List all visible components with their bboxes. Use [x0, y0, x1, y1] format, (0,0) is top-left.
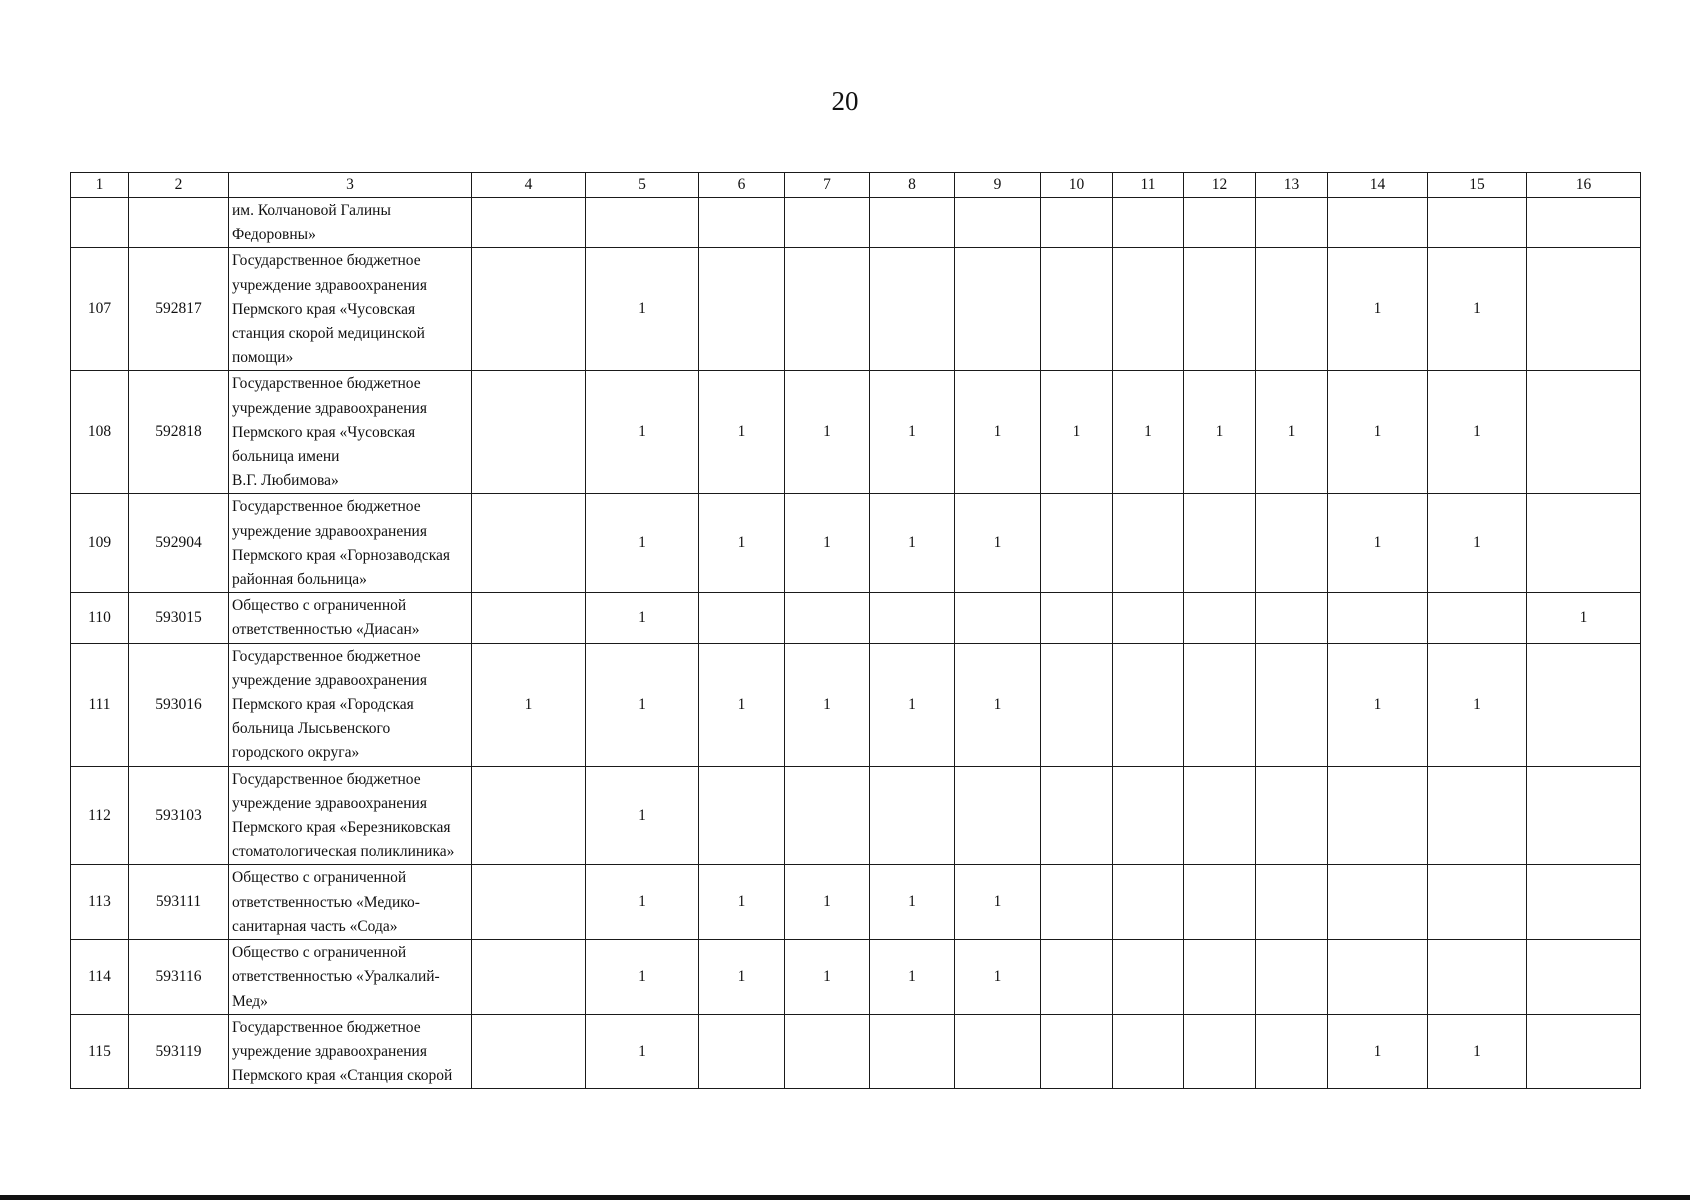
value-cell-col-9	[955, 766, 1041, 865]
value-cell-col-12	[1184, 766, 1256, 865]
value-cell-col-15: 1	[1428, 494, 1527, 593]
value-cell-col-9: 1	[955, 371, 1041, 494]
header-row	[71, 173, 1641, 198]
organization-name-line: санитарная часть «Сода»	[232, 917, 398, 935]
value-cell-col-7	[785, 593, 870, 643]
organization-name	[229, 593, 472, 643]
value-cell-col-16	[1527, 494, 1641, 593]
value-cell-col-7: 1	[785, 940, 870, 1015]
value-cell-col-10	[1041, 198, 1113, 248]
value-cell-col-13	[1256, 198, 1328, 248]
value-cell-col-11	[1113, 1014, 1184, 1089]
value-cell-col-10	[1041, 865, 1113, 940]
value-cell-col-6: 1	[699, 643, 785, 766]
value-cell-col-4: 1	[472, 643, 586, 766]
row-number: 111	[71, 643, 129, 766]
table-row	[71, 1014, 1641, 1089]
organization-name-line: им. Колчановой Галины	[232, 202, 391, 219]
value-cell-col-14	[1328, 198, 1428, 248]
value-cell-col-4	[472, 248, 586, 371]
organization-name-line: Пермского края «Чусовская	[232, 423, 416, 441]
value-cell-col-5	[586, 198, 699, 248]
value-cell-col-6	[699, 198, 785, 248]
value-cell-col-6: 1	[699, 371, 785, 494]
value-cell-col-11	[1113, 865, 1184, 940]
value-cell-col-15	[1428, 865, 1527, 940]
value-cell-col-12	[1184, 643, 1256, 766]
value-cell-col-16	[1527, 766, 1641, 865]
value-cell-col-6	[699, 248, 785, 371]
value-cell-col-11	[1113, 248, 1184, 371]
table-body	[71, 198, 1641, 1089]
value-cell-col-13	[1256, 494, 1328, 593]
organization-name-line: Государственное бюджетное	[232, 647, 421, 665]
column-header-4: 4	[472, 173, 586, 198]
table-row	[71, 865, 1641, 940]
value-cell-col-16	[1527, 371, 1641, 494]
value-cell-col-4	[472, 766, 586, 865]
value-cell-col-14: 1	[1328, 494, 1428, 593]
table-row	[71, 248, 1641, 371]
value-cell-col-5: 1	[586, 593, 699, 643]
value-cell-col-14	[1328, 940, 1428, 1015]
value-cell-col-13	[1256, 593, 1328, 643]
organization-name-line: Пермского края «Станция скорой	[232, 1067, 453, 1085]
value-cell-col-16	[1527, 1014, 1641, 1089]
organization-name-line: Пермского края «Березниковская	[232, 819, 451, 837]
organization-name-line: Государственное бюджетное	[232, 770, 421, 788]
organization-name	[229, 494, 472, 593]
organization-name	[229, 940, 472, 1015]
column-header-7: 7	[785, 173, 870, 198]
value-cell-col-15: 1	[1428, 643, 1527, 766]
value-cell-col-8	[870, 593, 955, 643]
organization-name-line: учреждение здравоохранения	[232, 1042, 427, 1060]
value-cell-col-4	[472, 865, 586, 940]
value-cell-col-6: 1	[699, 940, 785, 1015]
value-cell-col-4	[472, 494, 586, 593]
table-row	[71, 494, 1641, 593]
value-cell-col-11	[1113, 643, 1184, 766]
organization-code: 592818	[129, 371, 229, 494]
value-cell-col-15	[1428, 593, 1527, 643]
value-cell-col-12	[1184, 198, 1256, 248]
organization-name-line: станция скорой медицинской	[232, 325, 425, 343]
value-cell-col-10	[1041, 1014, 1113, 1089]
value-cell-col-16	[1527, 865, 1641, 940]
organization-name-line: Общество с ограниченной	[232, 597, 407, 615]
organization-name-line: Общество с ограниченной	[232, 944, 407, 962]
column-header-8: 8	[870, 173, 955, 198]
organization-name-line: Государственное бюджетное	[232, 375, 421, 393]
organization-code	[129, 198, 229, 248]
value-cell-col-7: 1	[785, 494, 870, 593]
table-row	[71, 198, 1641, 248]
value-cell-col-7	[785, 1014, 870, 1089]
organization-name-line: учреждение здравоохранения	[232, 522, 427, 540]
column-header-9: 9	[955, 173, 1041, 198]
row-number: 113	[71, 865, 129, 940]
row-number: 114	[71, 940, 129, 1015]
value-cell-col-13	[1256, 940, 1328, 1015]
organization-name-line: Федоровны»	[232, 226, 316, 244]
column-header-14: 14	[1328, 173, 1428, 198]
value-cell-col-16	[1527, 198, 1641, 248]
value-cell-col-12	[1184, 248, 1256, 371]
value-cell-col-14	[1328, 865, 1428, 940]
organization-name-line: Государственное бюджетное	[232, 1018, 421, 1036]
value-cell-col-9	[955, 248, 1041, 371]
value-cell-col-10	[1041, 940, 1113, 1015]
value-cell-col-13	[1256, 865, 1328, 940]
table-row	[71, 593, 1641, 643]
organization-name-line: учреждение здравоохранения	[232, 671, 427, 689]
value-cell-col-16	[1527, 940, 1641, 1015]
value-cell-col-5: 1	[586, 766, 699, 865]
organization-name	[229, 198, 472, 248]
organization-name-line: городского округа»	[232, 744, 360, 762]
value-cell-col-7: 1	[785, 643, 870, 766]
row-number: 110	[71, 593, 129, 643]
value-cell-col-8: 1	[870, 494, 955, 593]
table-row	[71, 766, 1641, 865]
column-header-3: 3	[229, 173, 472, 198]
organization-name-line: Пермского края «Городская	[232, 696, 414, 714]
value-cell-col-9: 1	[955, 865, 1041, 940]
value-cell-col-4	[472, 198, 586, 248]
value-cell-col-12	[1184, 1014, 1256, 1089]
organization-name	[229, 1014, 472, 1089]
organization-name-line: учреждение здравоохранения	[232, 276, 427, 294]
value-cell-col-6: 1	[699, 865, 785, 940]
row-number: 112	[71, 766, 129, 865]
value-cell-col-8	[870, 198, 955, 248]
organization-name	[229, 643, 472, 766]
value-cell-col-5: 1	[586, 940, 699, 1015]
value-cell-col-8: 1	[870, 371, 955, 494]
page-number: 20	[831, 86, 859, 116]
value-cell-col-9	[955, 198, 1041, 248]
value-cell-col-9	[955, 593, 1041, 643]
column-header-6: 6	[699, 173, 785, 198]
value-cell-col-6: 1	[699, 494, 785, 593]
value-cell-col-8	[870, 1014, 955, 1089]
value-cell-col-7	[785, 198, 870, 248]
column-header-5: 5	[586, 173, 699, 198]
value-cell-col-15	[1428, 766, 1527, 865]
organization-code: 593119	[129, 1014, 229, 1089]
organization-name	[229, 766, 472, 865]
value-cell-col-4	[472, 940, 586, 1015]
organization-name-line: районная больница»	[232, 571, 367, 589]
value-cell-col-4	[472, 593, 586, 643]
value-cell-col-15	[1428, 940, 1527, 1015]
value-cell-col-13	[1256, 766, 1328, 865]
value-cell-col-10	[1041, 766, 1113, 865]
value-cell-col-7	[785, 248, 870, 371]
organization-name-line: Государственное бюджетное	[232, 498, 421, 516]
value-cell-col-4	[472, 1014, 586, 1089]
value-cell-col-5: 1	[586, 494, 699, 593]
value-cell-col-13	[1256, 248, 1328, 371]
value-cell-col-6	[699, 593, 785, 643]
value-cell-col-7	[785, 766, 870, 865]
value-cell-col-12	[1184, 494, 1256, 593]
value-cell-col-13: 1	[1256, 371, 1328, 494]
column-header-2: 2	[129, 173, 229, 198]
value-cell-col-14: 1	[1328, 1014, 1428, 1089]
organization-name-line: учреждение здравоохранения	[232, 399, 427, 417]
organization-code: 592904	[129, 494, 229, 593]
organization-code: 593116	[129, 940, 229, 1015]
column-header-12: 12	[1184, 173, 1256, 198]
value-cell-col-14	[1328, 766, 1428, 865]
value-cell-col-5: 1	[586, 643, 699, 766]
value-cell-col-10	[1041, 593, 1113, 643]
data-table	[70, 172, 1641, 1089]
value-cell-col-4	[472, 371, 586, 494]
row-number: 108	[71, 371, 129, 494]
value-cell-col-11	[1113, 494, 1184, 593]
value-cell-col-5: 1	[586, 865, 699, 940]
value-cell-col-11	[1113, 593, 1184, 643]
value-cell-col-16: 1	[1527, 593, 1641, 643]
value-cell-col-8: 1	[870, 940, 955, 1015]
value-cell-col-16	[1527, 248, 1641, 371]
row-number: 109	[71, 494, 129, 593]
value-cell-col-10	[1041, 248, 1113, 371]
column-header-1: 1	[71, 173, 129, 198]
organization-name-line: ответственностью «Диасан»	[232, 621, 420, 639]
organization-name-line: Мед»	[232, 992, 268, 1010]
column-header-15: 15	[1428, 173, 1527, 198]
row-number: 107	[71, 248, 129, 371]
row-number: 115	[71, 1014, 129, 1089]
value-cell-col-5: 1	[586, 371, 699, 494]
table-row	[71, 643, 1641, 766]
value-cell-col-12	[1184, 593, 1256, 643]
organization-code: 593015	[129, 593, 229, 643]
value-cell-col-14: 1	[1328, 643, 1428, 766]
value-cell-col-11: 1	[1113, 371, 1184, 494]
value-cell-col-6	[699, 766, 785, 865]
value-cell-col-13	[1256, 1014, 1328, 1089]
value-cell-col-8	[870, 248, 955, 371]
value-cell-col-10	[1041, 643, 1113, 766]
value-cell-col-8	[870, 766, 955, 865]
organization-name-line: Государственное бюджетное	[232, 252, 421, 270]
value-cell-col-9: 1	[955, 494, 1041, 593]
column-header-10: 10	[1041, 173, 1113, 198]
value-cell-col-12	[1184, 940, 1256, 1015]
column-header-16: 16	[1527, 173, 1641, 198]
scan-edge	[0, 1195, 1690, 1200]
value-cell-col-9: 1	[955, 643, 1041, 766]
organization-code: 593111	[129, 865, 229, 940]
value-cell-col-11	[1113, 766, 1184, 865]
value-cell-col-14	[1328, 593, 1428, 643]
value-cell-col-13	[1256, 643, 1328, 766]
value-cell-col-12	[1184, 865, 1256, 940]
organization-name-line: стоматологическая поликлиника»	[232, 843, 455, 861]
organization-name-line: помощи»	[232, 349, 294, 367]
value-cell-col-15: 1	[1428, 1014, 1527, 1089]
organization-code: 592817	[129, 248, 229, 371]
organization-name-line: больница имени	[232, 448, 340, 466]
organization-name	[229, 371, 472, 494]
value-cell-col-14: 1	[1328, 371, 1428, 494]
organization-name-line: Пермского края «Горнозаводская	[232, 546, 451, 564]
row-number	[71, 198, 129, 248]
organization-name	[229, 865, 472, 940]
value-cell-col-5: 1	[586, 1014, 699, 1089]
column-header-13: 13	[1256, 173, 1328, 198]
column-header-11: 11	[1113, 173, 1184, 198]
organization-name-line: учреждение здравоохранения	[232, 794, 427, 812]
value-cell-col-6	[699, 1014, 785, 1089]
value-cell-col-15	[1428, 198, 1527, 248]
organization-code: 593016	[129, 643, 229, 766]
value-cell-col-7: 1	[785, 865, 870, 940]
value-cell-col-16	[1527, 643, 1641, 766]
value-cell-col-15: 1	[1428, 371, 1527, 494]
value-cell-col-14: 1	[1328, 248, 1428, 371]
value-cell-col-11	[1113, 940, 1184, 1015]
value-cell-col-10	[1041, 494, 1113, 593]
table-row	[71, 940, 1641, 1015]
value-cell-col-9	[955, 1014, 1041, 1089]
organization-name	[229, 248, 472, 371]
value-cell-col-10: 1	[1041, 371, 1113, 494]
value-cell-col-15: 1	[1428, 248, 1527, 371]
value-cell-col-8: 1	[870, 643, 955, 766]
value-cell-col-8: 1	[870, 865, 955, 940]
organization-name-line: В.Г. Любимова»	[232, 472, 339, 490]
organization-name-line: Пермского края «Чусовская	[232, 300, 416, 318]
value-cell-col-7: 1	[785, 371, 870, 494]
value-cell-col-5: 1	[586, 248, 699, 371]
organization-name-line: больница Лысьвенского	[232, 720, 391, 738]
organization-name-line: Общество с ограниченной	[232, 869, 407, 887]
organization-name-line: ответственностью «Медико-	[232, 893, 420, 911]
value-cell-col-9: 1	[955, 940, 1041, 1015]
organization-code: 593103	[129, 766, 229, 865]
value-cell-col-11	[1113, 198, 1184, 248]
value-cell-col-12: 1	[1184, 371, 1256, 494]
table-row	[71, 371, 1641, 494]
organization-name-line: ответственностью «Уралкалий-	[232, 968, 440, 986]
